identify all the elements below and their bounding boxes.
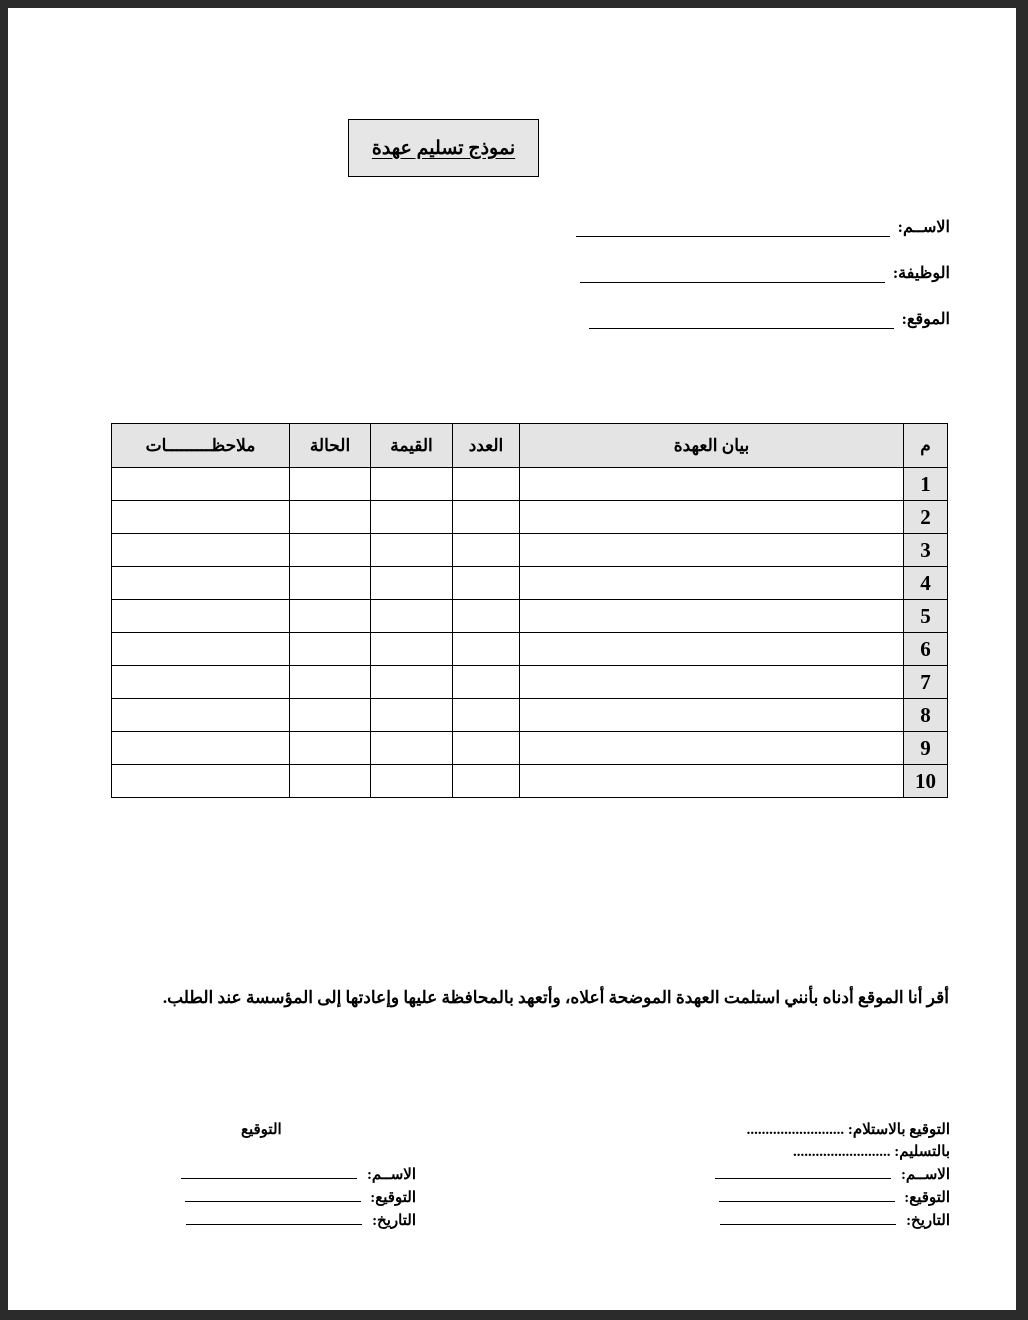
cell-value[interactable] (371, 468, 453, 501)
deliverer-name-line[interactable] (181, 1166, 357, 1179)
table-row (112, 765, 948, 798)
table-row (112, 666, 948, 699)
location-field[interactable] (589, 309, 950, 329)
cell-condition[interactable] (290, 699, 371, 732)
receiver-date-line[interactable] (720, 1212, 896, 1225)
table-row (112, 600, 948, 633)
receiver-name-line[interactable] (715, 1166, 891, 1179)
table-row (112, 633, 948, 666)
deliverer-heading: التوقيع (241, 1122, 282, 1138)
declaration-text: أقر أنا الموقع أدناه بأنني استلمت العهدة الموضحة أعلاه، وأتعهد بالمحافظة عليها وإعادتها إلى المؤسسة عند الطلب. (162, 988, 949, 1007)
cell-count[interactable] (453, 468, 520, 501)
header-description: بيان العهدة (520, 424, 904, 468)
cell-value[interactable] (371, 600, 453, 633)
cell-count[interactable] (453, 765, 520, 798)
cell-value[interactable] (371, 666, 453, 699)
location-label: الموقع: (901, 311, 950, 328)
row-number: 4 (904, 567, 948, 600)
cell-condition[interactable] (290, 732, 371, 765)
cell-condition[interactable] (290, 534, 371, 567)
deliverer-date-line[interactable] (186, 1212, 362, 1225)
cell-condition[interactable] (290, 600, 371, 633)
deliverer-date-row[interactable] (186, 1211, 416, 1230)
deliverer-signature-row[interactable] (185, 1188, 416, 1207)
receiver-name-row[interactable] (715, 1165, 950, 1184)
cell-value[interactable] (371, 699, 453, 732)
receiver-date-label: التاريخ: (906, 1213, 950, 1229)
deliverer-name-label: الاســم: (366, 1167, 416, 1183)
delivery-label: بالتسليم: (894, 1144, 950, 1160)
table-row (112, 501, 948, 534)
receipt-signature-label: التوقيع بالاستلام: (847, 1122, 950, 1138)
cell-value[interactable] (371, 567, 453, 600)
row-number: 6 (904, 633, 948, 666)
cell-description[interactable] (520, 567, 904, 600)
cell-description[interactable] (520, 468, 904, 501)
custody-items-table (111, 423, 948, 798)
row-number: 8 (904, 699, 948, 732)
form-title-box (348, 119, 539, 177)
receiver-name-label: الاســم: (900, 1167, 950, 1183)
cell-condition[interactable] (290, 666, 371, 699)
deliverer-signature-label: التوقيع: (370, 1190, 416, 1206)
table-header-row (112, 424, 948, 468)
cell-condition[interactable] (290, 765, 371, 798)
cell-description[interactable] (520, 732, 904, 765)
location-line[interactable] (589, 314, 894, 329)
table-row (112, 732, 948, 765)
receiver-signature-row[interactable] (719, 1188, 950, 1207)
cell-count[interactable] (453, 699, 520, 732)
delivery-dots[interactable]: .......................... (793, 1144, 891, 1160)
cell-value[interactable] (371, 534, 453, 567)
cell-notes[interactable] (112, 699, 290, 732)
header-value: القيمة (371, 424, 453, 468)
cell-value[interactable] (371, 732, 453, 765)
table-row (112, 534, 948, 567)
form-title: نموذج تسليم عهدة (371, 137, 516, 159)
row-number: 9 (904, 732, 948, 765)
cell-notes[interactable] (112, 501, 290, 534)
receipt-signature-row[interactable] (747, 1120, 950, 1139)
table-row (112, 468, 948, 501)
cell-condition[interactable] (290, 468, 371, 501)
cell-description[interactable] (520, 765, 904, 798)
receiver-signature-line[interactable] (719, 1189, 895, 1202)
cell-value[interactable] (371, 501, 453, 534)
header-index: م (904, 424, 948, 468)
cell-condition[interactable] (290, 633, 371, 666)
header-notes: ملاحظـــــــــات (112, 424, 290, 468)
cell-count[interactable] (453, 633, 520, 666)
cell-description[interactable] (520, 633, 904, 666)
row-number: 1 (904, 468, 948, 501)
cell-count[interactable] (453, 567, 520, 600)
delivery-row[interactable] (793, 1142, 950, 1161)
job-label: الوظيفة: (892, 265, 950, 282)
cell-description[interactable] (520, 534, 904, 567)
cell-notes[interactable] (112, 600, 290, 633)
row-number: 3 (904, 534, 948, 567)
deliverer-signature-line[interactable] (185, 1189, 361, 1202)
job-line[interactable] (580, 268, 885, 283)
cell-count[interactable] (453, 534, 520, 567)
cell-notes[interactable] (112, 666, 290, 699)
cell-count[interactable] (453, 666, 520, 699)
cell-description[interactable] (520, 699, 904, 732)
cell-notes[interactable] (112, 567, 290, 600)
cell-value[interactable] (371, 765, 453, 798)
table-row (112, 567, 948, 600)
document-page (8, 8, 1016, 1310)
deliverer-date-label: التاريخ: (372, 1213, 416, 1229)
row-number: 2 (904, 501, 948, 534)
receipt-signature-dots[interactable]: .......................... (746, 1122, 845, 1138)
cell-count[interactable] (453, 732, 520, 765)
name-line[interactable] (576, 222, 890, 237)
header-count: العدد (453, 424, 520, 468)
cell-condition[interactable] (290, 501, 371, 534)
cell-notes[interactable] (112, 534, 290, 567)
row-number: 10 (904, 765, 948, 798)
receiver-date-row[interactable] (720, 1211, 950, 1230)
cell-notes[interactable] (112, 468, 290, 501)
cell-notes[interactable] (112, 732, 290, 765)
row-number: 7 (904, 666, 948, 699)
cell-notes[interactable] (112, 633, 290, 666)
row-number: 5 (904, 600, 948, 633)
deliverer-name-row[interactable] (181, 1165, 416, 1184)
table-row (112, 699, 948, 732)
cell-value[interactable] (371, 633, 453, 666)
job-field[interactable] (580, 263, 950, 283)
header-condition: الحالة (290, 424, 371, 468)
receiver-signature-label: التوقيع: (904, 1190, 950, 1206)
cell-description[interactable] (520, 600, 904, 633)
cell-description[interactable] (520, 501, 904, 534)
cell-count[interactable] (453, 501, 520, 534)
name-label: الاســم: (897, 219, 950, 236)
cell-condition[interactable] (290, 567, 371, 600)
cell-notes[interactable] (112, 765, 290, 798)
cell-description[interactable] (520, 666, 904, 699)
name-field[interactable] (576, 217, 950, 237)
cell-count[interactable] (453, 600, 520, 633)
